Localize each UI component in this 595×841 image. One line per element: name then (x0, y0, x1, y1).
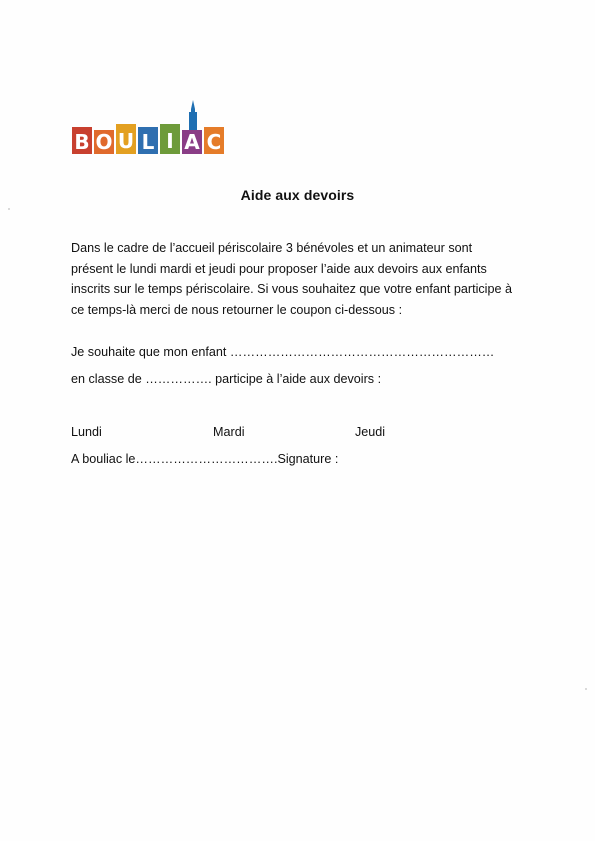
logo-letter: U (116, 124, 136, 154)
logo-letter: O (95, 130, 113, 154)
logo-letter: L (138, 127, 158, 154)
logo-letter: A (182, 130, 202, 154)
day-option-lundi: Lundi (71, 425, 102, 439)
class-line: en classe de ……………. participe à l’aide aux devoirs : (71, 372, 382, 386)
intro-paragraph (71, 238, 541, 320)
day-option-mardi: Mardi (213, 425, 245, 439)
intro-line: Dans le cadre de l’accueil périscolaire 3 bénévoles et un animateur sont (71, 241, 473, 255)
child-name-line: Je souhaite que mon enfant ……………………………………………………… (71, 345, 495, 359)
day-option-jeudi: Jeudi (355, 425, 386, 439)
logo-letter: I (160, 124, 180, 154)
document-title: Aide aux devoirs (240, 187, 355, 203)
scan-speck (585, 688, 587, 690)
intro-line: inscrits sur le temps périscolaire. Si vous souhaitez que votre enfant participe à (71, 282, 512, 296)
logo-letter: C (204, 127, 224, 154)
intro-line: présent le lundi mardi et jeudi pour proposer l’aide aux devoirs aux enfants (71, 261, 487, 276)
intro-line: ce temps-là merci de nous retourner le coupon ci-dessous : (71, 302, 403, 317)
bouliac-logo (72, 100, 224, 156)
logo-wordmark (72, 122, 226, 154)
logo-letter: B (72, 127, 92, 154)
scan-speck (8, 208, 10, 210)
day-options (71, 425, 471, 443)
signature-line: A bouliac le…………………………….Signature : (71, 452, 339, 466)
